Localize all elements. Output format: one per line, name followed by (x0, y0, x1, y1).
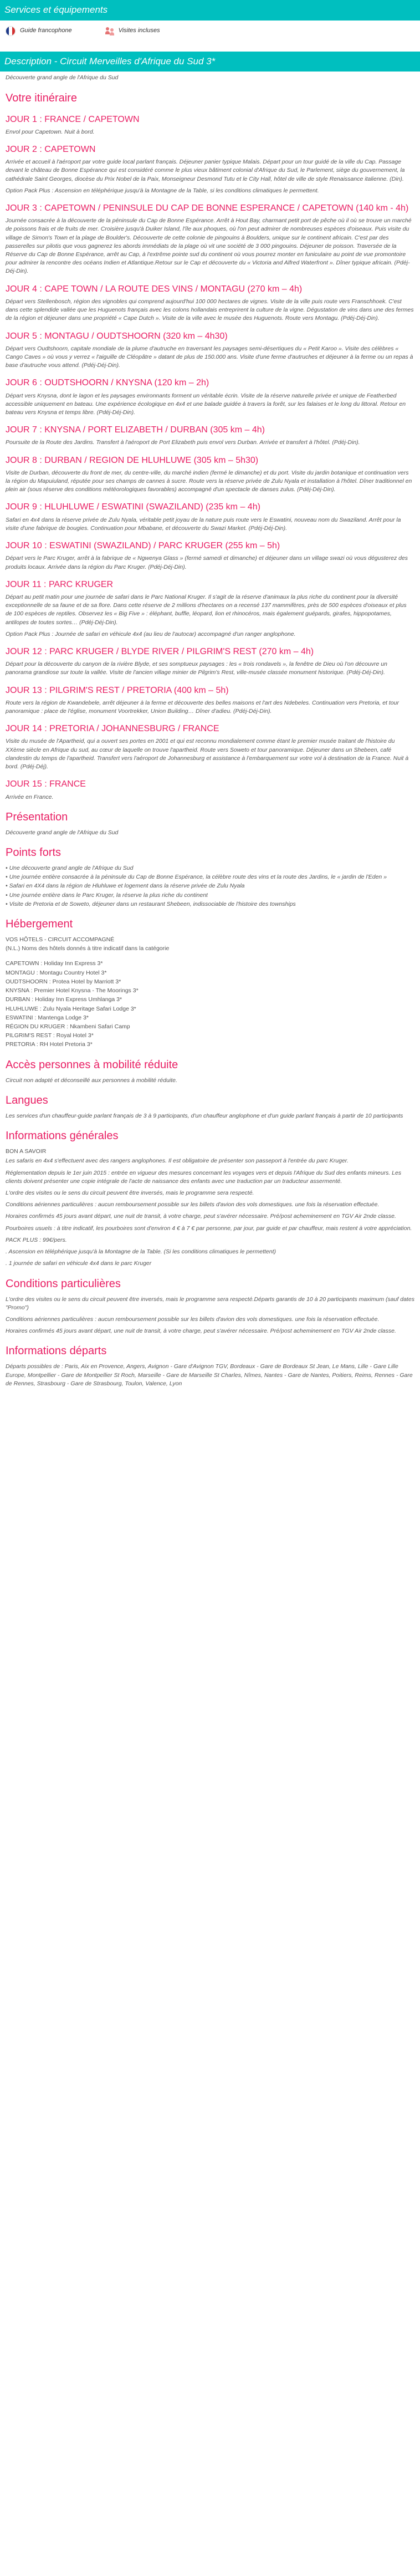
description-banner: Description - Circuit Merveilles d'Afrique du Sud 3* (0, 52, 420, 72)
departs-title: Informations départs (6, 1345, 107, 1358)
langues-title: Langues (6, 1094, 48, 1106)
day-title: JOUR 12 : PARC KRUGER / BLYDE RIVER / PILGRIM'S REST (270 km – 4h) (6, 647, 314, 656)
conditions-paragraphs (6, 1295, 414, 1336)
service-visits-label: Visites incluses (118, 27, 160, 34)
day-paragraph: Départ vers Oudtshoorn, capitale mondiale de la plume d'autruche en traversant les paysages semi-désertiques du « Petit Karoo ». Visite des célèbres « Cango Caves » où vous y verrez « l'aiguille de Cléopâtre » datant de plus de 150.000 ans. Visite d'une ferme d'autruches et déjeuner à la ferme ou un repas à base d'autruche vous attend. (Pdéj-Déj-Din). (6, 345, 413, 369)
itinerary-days (6, 113, 414, 802)
info-paragraph: L'ordre des visites ou le sens du circuit peuvent être inversés, mais le programme sera respecté. (6, 1189, 254, 1196)
infos-title: Informations générales (6, 1130, 119, 1142)
infos-subtitle: BON A SAVOIR (6, 1148, 47, 1155)
services-list (0, 23, 420, 46)
day-paragraph: Visite de Durban, découverte du front de mer, du centre-ville, du marché indien (fermé le dimanche) et du port. Visite du jardin botanique et continuation vers la région du Mapuiuland, réputée pour ses champs de cannes à sucre. Route vers la réserve privée de Zulu Nyala et installation à l'hôtel. Dîner traditionnel en plein air (sous réserve des conditions météorologiques favorables) accompagné d'un spectacle de danses zulus. (Pdéj-Déj-Din). (6, 469, 412, 493)
hebergement-header-1: (N.L.) Noms des hôtels donnés à titre indicatif dans la catégorie (6, 945, 170, 952)
point-fort-item: • Une journée entière dans le Parc Kruger, la réserve la plus riche du continent (6, 891, 208, 899)
info-paragraph: Conditions aériennes particulières : aucun remboursement possible sur les billets d'avion des vols domestiques. une fois la réservation effectuée. (6, 1201, 380, 1208)
day-paragraph: Safari en 4x4 dans la réserve privée de Zulu Nyala, véritable petit joyau de la nature puis route vers le Eswatini, nouveau nom du Swaziland. Arrêt pour la visite d'une fabrique de bougies. Continuation pour Mbabane, et découverte du Swazi Market. (Pdéj-Déj-Din). (6, 516, 401, 532)
day-paragraph: Route vers la région de Kwandebele, arrêt déjeuner à la ferme et découverte des belles maisons et l'art des Ndebeles. Continuation vers Pretoria, et tour panoramique : place de l'église, monument Voortrekker, Union Building… Dîner d'adieu. (Pdéj-Déj-Din). (6, 699, 399, 715)
services-banner: Services et équipements (0, 0, 420, 21)
itinerary-title: Votre itinéraire (6, 91, 77, 104)
condition-paragraph: Conditions aériennes particulières : aucun remboursement possible sur les billets d'avion des vols domestiques. une fois la réservation effectuée. (6, 1315, 380, 1323)
day-title: JOUR 15 : FRANCE (6, 779, 86, 789)
info-paragraph: Réglementation depuis le 1er juin 2015 : entrée en vigueur des mesures concernant les voyages vers et depuis l'Afrique du Sud des enfants mineurs. Les clients doivent présenter une copie intégrale de l'acte de naissance des enfants avec une traduction par un traducteur assermenté. (6, 1169, 402, 1185)
day-title: JOUR 13 : PILGRIM'S REST / PRETORIA (400 km – 5h) (6, 685, 229, 695)
day-paragraph: Option Pack Plus : Ascension en téléphérique jusqu'à la Montagne de la Table, si les conditions climatiques le permettent. (6, 187, 319, 194)
points-forts-title: Points forts (6, 846, 62, 859)
condition-paragraph: Horaires confirmés 45 jours avant départ, une nuit de transit, à votre charge, peut s'avérer nécessaire. Pré/post acheminement en TGV Air 2nde classe. (6, 1328, 396, 1335)
hotel-item: MONTAGU : Montagu Country Hotel 3* (6, 969, 107, 976)
info-paragraph: Horaires confirmés 45 jours avant départ, une nuit de transit, à votre charge, peut s'avérer nécessaire. Pré/post acheminement en TGV Air 2nde classe. (6, 1213, 396, 1220)
info-paragraph: Les safaris en 4x4 s'effectuent avec des rangers anglophones. Il est obligatoire de présenter son passeport à l'entrée du parc Kruger. (6, 1157, 349, 1165)
day-title: JOUR 14 : PRETORIA / JOHANNESBURG / FRANCE (6, 724, 219, 734)
day-title: JOUR 6 : OUDTSHOORN / KNYSNA (120 km – 2h) (6, 378, 209, 388)
day-title: JOUR 8 : DURBAN / REGION DE HLUHLUWE (305 km – 5h30) (6, 455, 259, 465)
hotel-item: PILGRIM'S REST : Royal Hotel 3* (6, 1032, 94, 1039)
hebergement-title: Hébergement (6, 918, 73, 931)
conditions-title: Conditions particulières (6, 1277, 121, 1290)
info-paragraph: . Ascension en téléphérique jusqu'à la Montagne de la Table. (Si les conditions climatiques le permettent) (6, 1248, 276, 1256)
day-paragraph: Départ vers Knysna, dont le lagon et les paysages environnants forment un véritable écrin. Visite de la réserve naturelle privée et unique de Featherbed accessible uniquement en bateau. Une expérience écologique en 4x4 et une balade guidée à travers la forêt, sur les falaises et le long du littoral. Retour en bateau vers Knysna et temps libre. (Pdéj-Déj-Din). (6, 392, 406, 416)
hotel-item: RÉGION DU KRUGER : Nkambeni Safari Camp (6, 1023, 130, 1030)
day-paragraph: Départ au petit matin pour une journée de safari dans le Parc National Kruger. Il s'agit de la réserve d'animaux la plus riche du continent pour la diversité exceptionnelle de sa faune et de sa flore. Dans cette réserve de 2 millions d'hectares on a recensé 137 mammifères, près de 500 espèces d'oiseaux et plus de 100 espèces de reptiles. Observez les « Big Five » : éléphant, buffle, léopard, lion et rhinocéros, mais également guépards, girafes, hippopotames, antilopes de toutes sortes… (Pdéj-Déj-Din). (6, 593, 407, 626)
main-content (0, 74, 420, 1388)
day-paragraph: Option Pack Plus : Journée de safari en véhicule 4x4 (au lieu de l'autocar) accompagné d'un ranger anglophone. (6, 630, 296, 637)
point-fort-item: • Une découverte grand angle de l'Afrique du Sud (6, 864, 134, 871)
description-intro: Découverte grand angle de l'Afrique du Sud (6, 74, 119, 81)
presentation-title: Présentation (6, 810, 68, 823)
hotel-item: DURBAN : Holiday Inn Express Umhlanga 3* (6, 996, 122, 1003)
day-paragraph: Visite du musée de l'Apartheid, qui a ouvert ses portes en 2001 et qui est reconnu mondialement comme étant le premier musée traitant de l'histoire du XXème siècle en Afrique du sud, au cœur de laquelle on trouve l'apartheid. Route vers Soweto et tour panoramique. Déjeuner dans un Shebeen, café clandestin du temps de l'apartheid. Transfert vers l'aéroport de Johannesburg et assistance à l'embarquement sur votre vol à destination de la France. Nuit à bord. (Pdéj-Déj). (6, 738, 409, 771)
hotel-item: OUDTSHOORN : Protea Hotel by Marriott 3* (6, 978, 121, 985)
day-paragraph: Arrivée et accueil à l'aéroport par votre guide local parlant français. Déjeuner panier typique Malais. Départ pour un tour guidé de la ville du Cap. Passage devant le château de Bonne Espérance qui est considéré comme le plus vieux bâtiment colonial d'Afrique du Sud, le Parlement, siège du gouvernement, la cathédrale Saint Georges, diocèse du Prix Nobel de la Paix, Monseigneur Desmond Tutu et le City Hall, hôtel de ville de style Renaissance italienne. (Din). (6, 159, 405, 182)
presentation-text: Découverte grand angle de l'Afrique du Sud (6, 829, 119, 836)
service-guide (6, 26, 72, 36)
point-fort-item: • Safari en 4X4 dans la région de Hluhluwe et logement dans la réserve privée de Zulu Nyala (6, 883, 245, 890)
info-paragraph: Pourboires usuels : à titre indicatif, les pourboires sont d'environ 4 € à 7 € par personne, par jour, par guide et par chauffeur, mais restent à votre appréciation. (6, 1225, 412, 1232)
day-title: JOUR 5 : MONTAGU / OUDTSHOORN (320 km – 4h30) (6, 331, 228, 341)
day-paragraph: Journée consacrée à la découverte de la péninsule du Cap de Bonne Espérance. Arrêt à Hout Bay, charmant petit port de pêche où il où se trouve un marché de poissons frais et de fruits de mer. Croisière jusqu'à Duiker Island, l'île aux phoques, où l'on peut admirer de nombreuses espèces d'oiseaux. Puis visite du village de Simon's Town et la plage de Boulder's. Découverte de cette colonie de pingouins à Boulders, unique sur le continent africain. C'est par des passerelles sur pilotis que vous gagnerez les abords immédiats de la plage où vit une société de 3 000 pingouins. Déjeuner de poisson. Traversée de la Réserve du Cap de Bonne Espérance, arrêt au Cap, à l'extrême pointe sud du continent où vous pourrez monter en funiculaire au point de vue promontoire pour admirer la rencontre des océans Indien et Atlantique.Retour sur le Cap et découverte du « Victoria and Alfred Waterfront ». Dîner typique africain. (Pdéj-Déj-Din). (6, 217, 412, 275)
service-guide-label: Guide francophone (20, 27, 72, 34)
hotel-item: CAPETOWN : Holiday Inn Express 3* (6, 960, 103, 967)
visits-people-icon (105, 27, 114, 35)
condition-paragraph: L'ordre des visites ou le sens du circuit peuvent être inversés, mais le programme sera respecté.Départs garantis de 10 à 20 participants maximum (sauf dates "Promo") (6, 1295, 414, 1311)
acces-text: Circuit non adapté et déconseillé aux personnes à mobilité réduite. (6, 1077, 177, 1084)
day-title: JOUR 2 : CAPETOWN (6, 144, 96, 154)
day-paragraph: Poursuite de la Route des Jardins. Transfert à l'aéroport de Port Elizabeth puis envol vers Durban. Arrivée et transfert à l'hôtel. (Pdéj-Din). (6, 439, 360, 446)
day-title: JOUR 7 : KNYSNA / PORT ELIZABETH / DURBAN (305 km – 4h) (6, 425, 265, 435)
hotel-item: KNYSNA : Premier Hotel Knysna - The Moorings 3* (6, 987, 139, 994)
france-flag-icon (6, 26, 16, 36)
departs-text: Départs possibles de : Paris, Aix en Provence, Angers, Avignon - Gare d'Avignon TGV, Bordeaux - Gare de Bordeaux St Jean, Le Mans, Lille - Gare Lille Europe, Montpellier - Gare de Montpellier St Roch, Marseille - Gare de Marseille St Charles, Nîmes, Nantes - Gare de Nantes, Poitiers, Reims, Rennes - Gare de Rennes, Strasbourg - Gare de Strasbourg, Toulon, Valence, Lyon (6, 1363, 413, 1387)
day-title: JOUR 4 : CAPE TOWN / LA ROUTE DES VINS / MONTAGU (270 km – 4h) (6, 284, 303, 294)
service-visits (105, 26, 160, 36)
day-title: JOUR 1 : FRANCE / CAPETOWN (6, 114, 140, 124)
day-paragraph: Envol pour Capetown. Nuit à bord. (6, 128, 95, 135)
day-title: JOUR 11 : PARC KRUGER (6, 579, 114, 589)
acces-title: Accès personnes à mobilité réduite (6, 1058, 178, 1071)
point-fort-item: • Une journée entière consacrée à la péninsule du Cap de Bonne Espérance, la célèbre route des vins et la route des Jardins, le « jardin de l'Eden » (6, 874, 387, 881)
point-fort-item: • Visite de Pretoria et de Soweto, déjeuner dans un restaurant Shebeen, indissociable de l'histoire des townships (6, 900, 296, 907)
info-paragraph: . 1 journée de safari en véhicule 4x4 dans le parc Kruger (6, 1260, 152, 1267)
day-paragraph: Départ vers le Parc Kruger, arrêt à la fabrique de « Ngwenya Glass » (fermé samedi et dimanche) et déjeuner dans un village swazi où vous dégusterez des produits locaux. Arrivée dans la région du Parc Kruger. (Pdéj-Déj-Din). (6, 555, 408, 570)
points-forts-list (6, 864, 414, 909)
day-paragraph: Départ vers Stellenbosch, région des vignobles qui comprend aujourd'hui 100 000 hectares de vignes. Visite de la ville puis route vers Franschhoek. C'est dans cette splendide vallée que les Huguenots français avec les colons hollandais entreprirent la culture de la vigne. Dégustation de vins dans une des fermes de la région et déjeuner dans une propriété « Cape Dutch ». Visite de la ville avec le musée des Huguenots. Route vers Montagu. (Pdéj-Déj-Din). (6, 298, 414, 322)
hotel-list (6, 960, 414, 1049)
hotel-item: HLUHLUWE : Zulu Nyala Heritage Safari Lodge 3* (6, 1005, 136, 1012)
day-title: JOUR 9 : HLUHLUWE / ESWATINI (SWAZILAND) (235 km – 4h) (6, 502, 260, 512)
day-title: JOUR 10 : ESWATINI (SWAZILAND) / PARC KRUGER (255 km – 5h) (6, 541, 280, 551)
langues-text: Les services d'un chauffeur-guide parlant français de 3 à 9 participants, d'un chauffeur anglophone et d'un guide parlant français à partir de 10 participants (6, 1112, 403, 1119)
day-title: JOUR 3 : CAPETOWN / PENINSULE DU CAP DE BONNE ESPERANCE / CAPETOWN (140 km - 4h) (6, 203, 409, 213)
day-paragraph: Arrivée en France. (6, 793, 54, 800)
day-paragraph: Départ pour la découverte du canyon de la rivière Blyde, et ses somptueux paysages : les « trois rondavels », la fenêtre de Dieu où l'on découvre un panorama grandiose sur toute la vallée. Visite de l'ancien village minier de Pilgrim's Rest, ville-musée classée monument historique. (Pdéj-Déj-Din). (6, 661, 387, 676)
info-paragraph: PACK PLUS : 99€/pers. (6, 1236, 67, 1243)
hotel-item: ESWATINI : Mantenga Lodge 3* (6, 1014, 89, 1021)
hotel-item: PRETORIA : RH Hotel Pretoria 3* (6, 1041, 93, 1048)
infos-paragraphs (6, 1157, 414, 1268)
hebergement-header-0: VOS HÔTELS - CIRCUIT ACCOMPAGNÉ (6, 936, 115, 943)
